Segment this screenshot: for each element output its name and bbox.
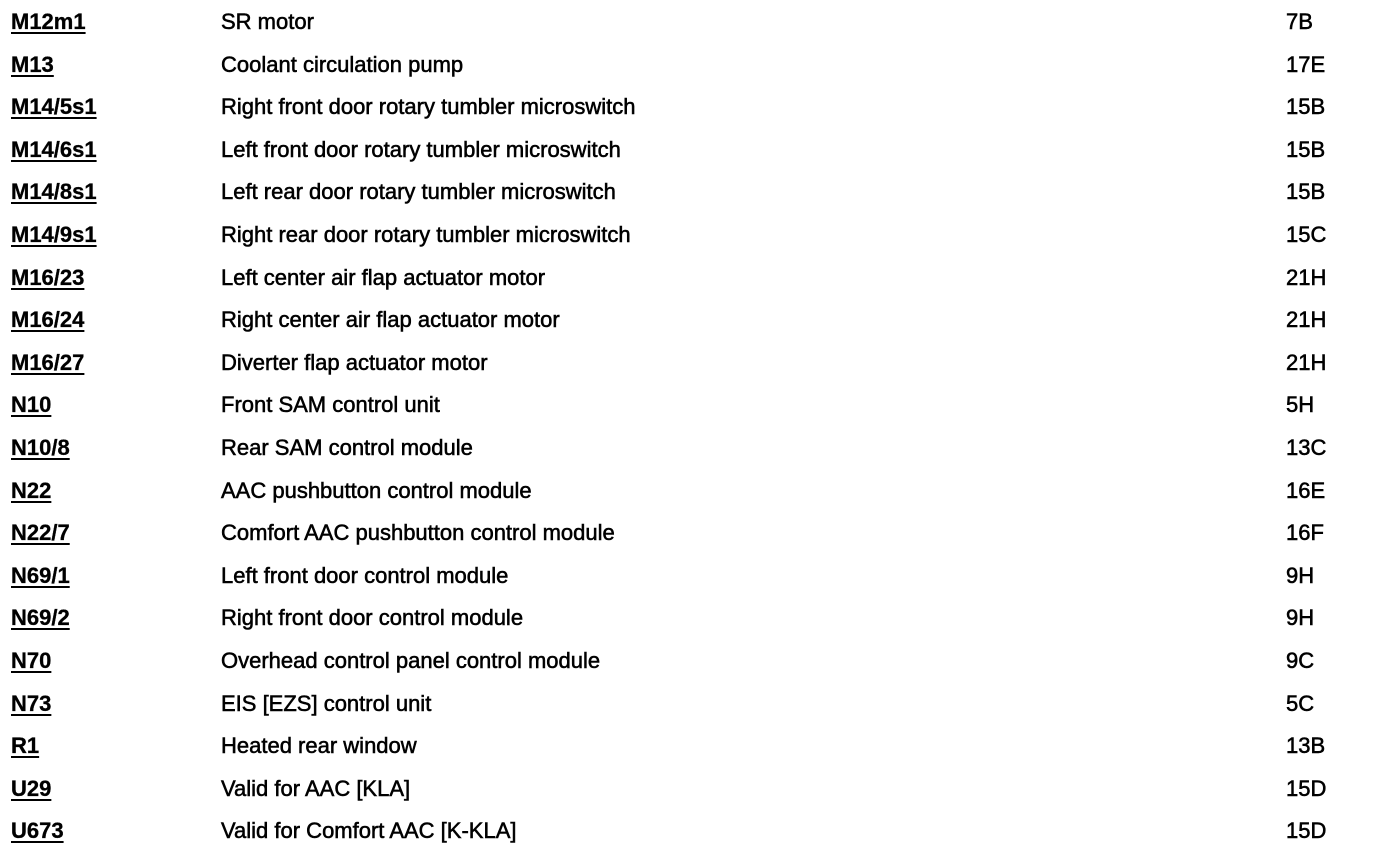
component-description: Left rear door rotary tumbler microswitch <box>221 179 616 205</box>
table-row <box>0 86 1376 129</box>
component-code-link[interactable]: U29 <box>11 775 52 801</box>
component-code-cell <box>11 435 70 461</box>
table-row <box>0 342 1376 385</box>
component-description: Right center air flap actuator motor <box>221 307 560 333</box>
grid-location: 9H <box>1286 605 1315 631</box>
table-row <box>0 44 1376 87</box>
component-code-cell <box>11 776 51 802</box>
component-description: EIS [EZS] control unit <box>221 690 432 716</box>
component-code-link[interactable]: M16/27 <box>11 349 85 375</box>
component-code-link[interactable]: M16/23 <box>11 264 85 290</box>
component-code-cell <box>11 563 70 589</box>
grid-location: 16F <box>1286 520 1324 546</box>
component-code-cell <box>11 392 51 418</box>
component-code-link[interactable]: M14/6s1 <box>11 136 97 162</box>
table-row <box>0 299 1376 342</box>
table-row <box>0 171 1376 214</box>
table-row <box>0 470 1376 513</box>
component-description: Valid for AAC [KLA] <box>221 775 411 801</box>
component-code-cell <box>11 691 51 717</box>
grid-location: 7B <box>1286 9 1313 34</box>
table-row <box>0 768 1376 811</box>
component-code-cell <box>11 818 64 844</box>
component-code-link[interactable]: M14/5s1 <box>11 94 97 120</box>
component-code-cell <box>11 179 97 205</box>
component-code-link[interactable]: M12m1 <box>11 9 86 34</box>
component-code-cell <box>11 733 39 759</box>
table-row <box>0 683 1376 726</box>
component-description: Right front door rotary tumbler microswitch <box>221 94 636 120</box>
component-description: Left front door control module <box>221 562 509 588</box>
component-description: AAC pushbutton control module <box>221 477 532 503</box>
component-description: Front SAM control unit <box>221 392 440 418</box>
component-code-cell <box>11 265 84 291</box>
grid-location: 21H <box>1286 307 1327 333</box>
grid-location: 9C <box>1286 647 1315 673</box>
grid-location: 9H <box>1286 562 1315 588</box>
component-code-cell <box>11 350 84 376</box>
table-row <box>0 214 1376 257</box>
component-description: Right rear door rotary tumbler microswitch <box>221 221 631 247</box>
component-description: Right front door control module <box>221 605 524 631</box>
grid-location: 15D <box>1286 775 1327 801</box>
table-row <box>0 640 1376 683</box>
component-code-link[interactable]: R1 <box>11 733 40 759</box>
grid-location: 16E <box>1286 477 1326 503</box>
grid-location: 21H <box>1286 264 1327 290</box>
grid-location: 13C <box>1286 434 1327 460</box>
grid-location: 15B <box>1286 179 1326 205</box>
component-code-link[interactable]: M13 <box>11 51 54 77</box>
component-code-link[interactable]: M14/9s1 <box>11 221 97 247</box>
component-code-link[interactable]: M14/8s1 <box>11 179 97 205</box>
component-code-cell <box>11 137 97 163</box>
component-code-link[interactable]: N69/1 <box>11 562 70 588</box>
component-description: Rear SAM control module <box>221 434 473 460</box>
component-code-link[interactable]: N10 <box>11 392 52 418</box>
component-description: Coolant circulation pump <box>221 51 464 77</box>
grid-location: 15C <box>1286 221 1327 247</box>
grid-location: 15D <box>1286 818 1327 844</box>
component-description: Comfort AAC pushbutton control module <box>221 520 615 546</box>
grid-location: 13B <box>1286 733 1326 759</box>
component-code-link[interactable]: M16/24 <box>11 307 85 333</box>
component-description: Left center air flap actuator motor <box>221 264 546 290</box>
table-row <box>0 384 1376 427</box>
component-description: SR motor <box>221 9 314 34</box>
component-code-link[interactable]: N69/2 <box>11 605 70 631</box>
component-code-cell <box>11 478 51 504</box>
component-code-link[interactable]: U673 <box>11 818 64 844</box>
grid-location: 5C <box>1286 690 1315 716</box>
component-code-cell <box>11 648 51 674</box>
component-description: Diverter flap actuator motor <box>221 349 488 375</box>
table-row <box>0 810 1376 853</box>
table-row <box>0 427 1376 470</box>
component-code-cell <box>11 520 70 546</box>
component-code-cell <box>11 307 84 333</box>
component-code-link[interactable]: N10/8 <box>11 434 70 460</box>
grid-location: 5H <box>1286 392 1315 418</box>
component-code-link[interactable]: N70 <box>11 647 52 673</box>
component-code-cell <box>11 9 86 35</box>
table-row <box>0 257 1376 300</box>
table-row <box>0 129 1376 172</box>
table-row <box>0 555 1376 598</box>
component-description: Overhead control panel control module <box>221 647 601 673</box>
component-description: Valid for Comfort AAC [K-KLA] <box>221 818 517 844</box>
component-description: Left front door rotary tumbler microswitch <box>221 136 621 162</box>
table-row <box>0 1 1376 44</box>
component-code-link[interactable]: N22/7 <box>11 520 70 546</box>
grid-location: 17E <box>1286 51 1326 77</box>
table-row <box>0 512 1376 555</box>
grid-location: 15B <box>1286 136 1326 162</box>
grid-location: 15B <box>1286 94 1326 120</box>
grid-location: 21H <box>1286 349 1327 375</box>
component-code-cell <box>11 94 97 120</box>
component-code-cell <box>11 222 97 248</box>
component-code-link[interactable]: N73 <box>11 690 52 716</box>
component-code-cell <box>11 52 54 78</box>
component-code-cell <box>11 605 70 631</box>
component-code-link[interactable]: N22 <box>11 477 52 503</box>
table-row <box>0 597 1376 640</box>
table-row <box>0 725 1376 768</box>
component-description: Heated rear window <box>221 733 417 759</box>
